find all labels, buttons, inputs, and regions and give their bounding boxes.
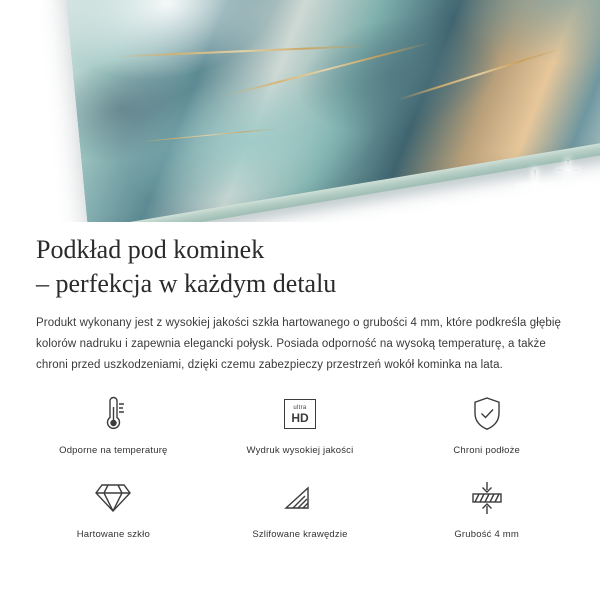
feature-label: Szlifowane krawędzie	[252, 529, 348, 540]
feature-label: Hartowane szkło	[76, 529, 150, 540]
feature-label: Grubość 4 mm	[454, 529, 520, 540]
thermometer-icon	[91, 392, 135, 436]
page-title-line-2: – perfekcja w każdym detalu	[36, 269, 337, 298]
page-title	[36, 233, 576, 301]
thickness-icon	[465, 476, 509, 520]
ultra-hd-icon	[278, 392, 322, 436]
feature-label: Chroni podłoże	[453, 445, 521, 456]
feature-item-thickness	[393, 476, 580, 550]
feature-item-tempered-glass	[20, 476, 207, 550]
polished-edge-icon	[278, 476, 322, 520]
ultra-hd-bottom-text: HD	[291, 410, 309, 425]
sparkle-icon	[558, 160, 578, 180]
ultra-hd-top-text: ultra	[293, 404, 307, 411]
page-title-line-1: Podkład pod kominek	[36, 235, 265, 264]
feature-label: Wydruk wysokiej jakości	[246, 445, 354, 456]
vein	[397, 48, 561, 101]
vein	[112, 45, 370, 58]
vein	[140, 128, 279, 143]
feature-label: Odporne na temperaturę	[59, 445, 168, 456]
feature-item-print-quality	[207, 392, 394, 466]
shield-check-icon	[465, 392, 509, 436]
diamond-icon	[91, 476, 135, 520]
hero-image	[0, 0, 600, 222]
glass-panel	[62, 0, 600, 222]
feature-item-surface-protection	[393, 392, 580, 466]
description-paragraph: Produkt wykonany jest z wysokiej jakości szkła hartowanego o grubości 4 mm, które podkreśla głębię kolorów nadruku i zapewnia elegancki połysk. Posiada odporność na wysoką temperaturę, a także chroni przed uszkodzeniami, dzięki czemu zabezpieczy przestrzeń wokół kominka na lata.	[36, 317, 561, 371]
sparkle-icon	[518, 170, 552, 204]
feature-grid	[20, 392, 580, 550]
feature-item-temperature	[20, 392, 207, 466]
feature-item-polished-edges	[207, 476, 394, 550]
